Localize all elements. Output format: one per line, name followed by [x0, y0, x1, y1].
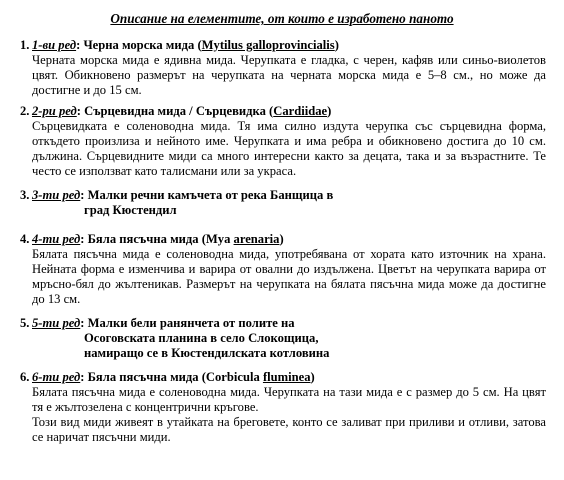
- item-description: [32, 53, 546, 98]
- description-paragraph: Този вид миди живеят в утайката на бреговете, конто се заливат при приливи и отливи, затова се наричат пясъчни миди.: [32, 415, 546, 444]
- description-paragraph: Бялата пясъчна мида е соленоводна мида, употребявана от хората като източник на храна. Нейната форма е изменчива и варира от овални до издължена. Цветът на черупката варира от мръсно-бял до жълтеникав. Размерът на черупката на бялата пясъчна мида може да достигне до 13 см.: [32, 247, 546, 306]
- item-description: [32, 119, 546, 179]
- item-heading-continuation: [84, 203, 546, 218]
- item-latin-name: Mytilus galloprovincialis: [201, 38, 335, 52]
- item-heading: [20, 232, 546, 247]
- item-separator: :: [80, 316, 88, 330]
- item-heading-line: намиращо се в Кюстендилската котловина: [84, 346, 330, 360]
- list-item: [20, 104, 546, 179]
- list-item: [20, 188, 546, 218]
- item-description: [32, 247, 546, 307]
- item-heading: [20, 316, 546, 331]
- item-heading-line: Осоговската планина в село Слокощица,: [84, 331, 319, 345]
- item-heading-continuation: [84, 346, 546, 361]
- item-number: 4.: [20, 232, 30, 246]
- item-latin-name: arenaria: [233, 232, 280, 246]
- item-heading: [20, 104, 546, 119]
- list-item: [20, 232, 546, 307]
- item-heading-line: Малки бели ранянчета от полите на: [87, 316, 295, 330]
- item-heading: [20, 38, 546, 53]
- list-item: [20, 370, 546, 445]
- item-separator: :: [76, 38, 84, 52]
- item-latin-name: fluminea: [262, 370, 311, 384]
- item-number: 3.: [20, 188, 30, 202]
- item-name: Бяла пясъчна мида (Mya: [87, 232, 234, 246]
- item-close: ): [279, 232, 284, 246]
- item-heading-continuation: [84, 331, 546, 346]
- item-separator: :: [80, 188, 88, 202]
- item-name: Сърцевидна мида / Сърцевидка (: [84, 104, 274, 118]
- item-ordinal: 3-ти ред: [32, 188, 81, 202]
- item-heading-line: Малки речни камъчета от река Банщица в: [87, 188, 334, 202]
- item-ordinal: 1-ви ред: [32, 38, 77, 52]
- item-number: 6.: [20, 370, 30, 384]
- list-item: [20, 316, 546, 361]
- description-paragraph: Бялата пясъчна мида е соленоводна мида. Черупката на тази мида е с размер до 5 см. На цвят тя е жълтозелена с концентрични кръгове.: [32, 385, 546, 414]
- item-ordinal: 6-ти ред: [32, 370, 81, 384]
- item-ordinal: 4-ти ред: [32, 232, 81, 246]
- item-heading: [20, 188, 546, 203]
- item-number: 2.: [20, 104, 30, 118]
- item-close: ): [327, 104, 332, 118]
- item-ordinal: 2-ри ред: [32, 104, 77, 118]
- item-number: 1.: [20, 38, 30, 52]
- item-close: ): [310, 370, 315, 384]
- item-description: [32, 385, 546, 445]
- item-ordinal: 5-ти ред: [32, 316, 81, 330]
- document-title: Описание на елементите, от които е изработено паното: [110, 11, 454, 26]
- item-name: Бяла пясъчна мида (Corbicula: [87, 370, 263, 384]
- item-name: Черна морска мида (: [83, 38, 202, 52]
- item-close: ): [334, 38, 339, 52]
- item-heading-line: град Кюстендил: [84, 203, 177, 217]
- description-paragraph: Черната морска мида е ядивна мида. Черупката е гладка, с черен, кафяв или синьо-виолетов цвят. Обикновено размерът на черупката на черната морска мида е 5–8 см., но може да достигне и до 15 см.: [32, 53, 546, 97]
- item-separator: :: [80, 232, 88, 246]
- item-number: 5.: [20, 316, 30, 330]
- item-separator: :: [80, 370, 88, 384]
- list-item: [20, 38, 546, 98]
- item-separator: :: [76, 104, 85, 118]
- item-latin-name: Cardiidae: [273, 104, 328, 118]
- description-paragraph: Сърцевидката е соленоводна мида. Тя има силно издута черупка със сърцевидна форма, откъдето произлиза и нейното име. Черупката и има ребра и обикновено достига до 10 см. дължина. Сърцевидните миди са много интересни както за децата, така и за възрастните. Те често се използват като талисмани или за украса.: [32, 119, 546, 178]
- item-heading: [20, 370, 546, 385]
